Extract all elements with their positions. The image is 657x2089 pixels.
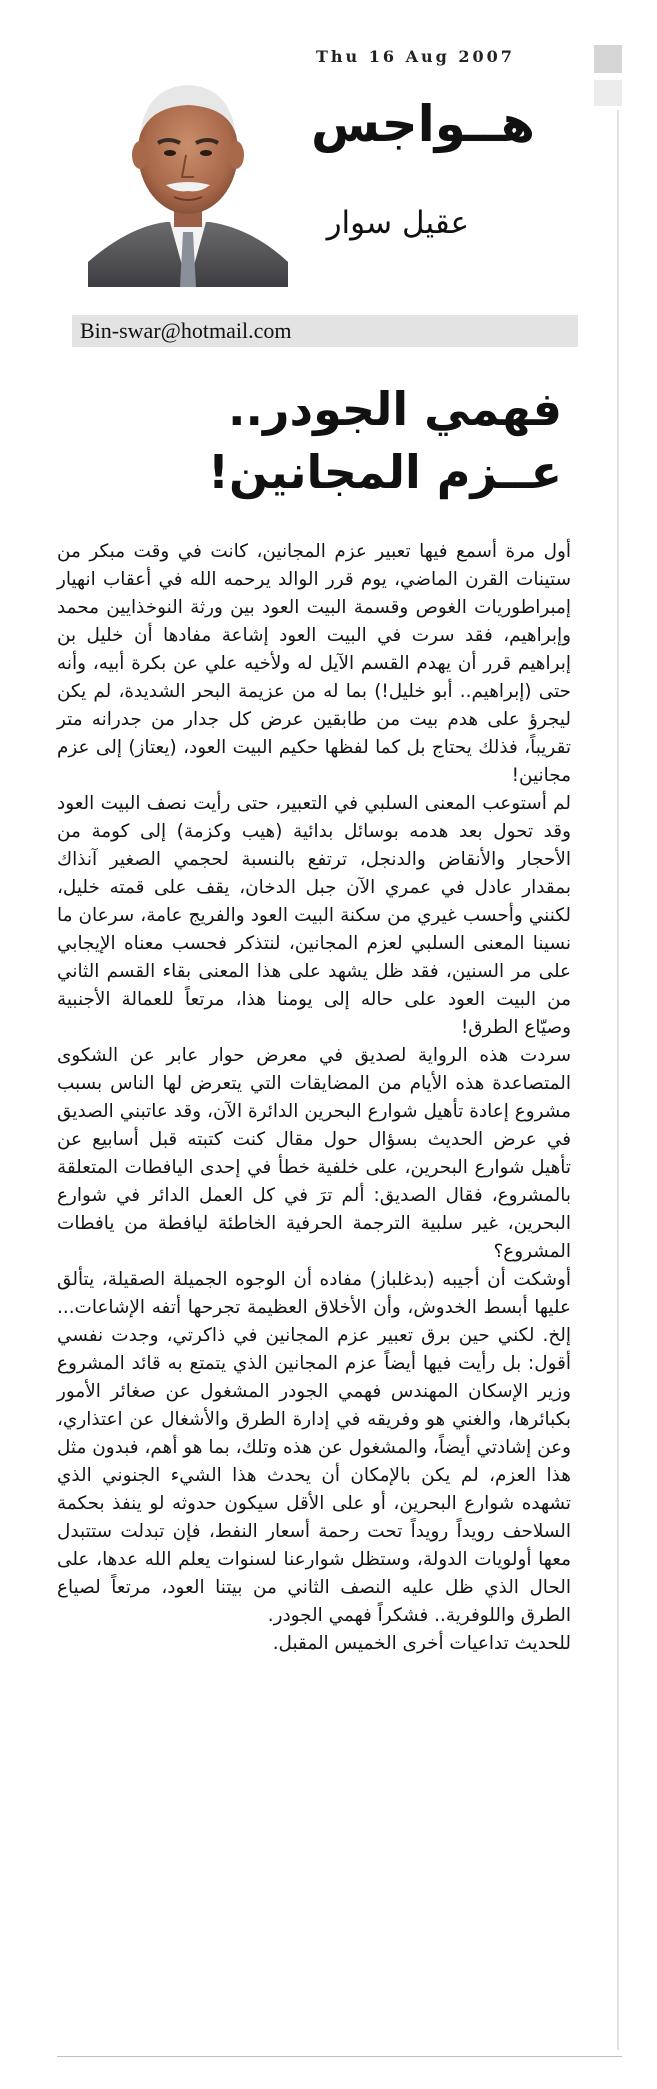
author-email[interactable]: Bin-swar@hotmail.com (80, 318, 292, 343)
author-photo (88, 57, 288, 287)
author-name: عقيل سوار (326, 205, 469, 241)
paragraph: أوشكت أن أجيبه (بدغلباز) مفاده أن الوجوه الجميلة الصقيلة، يتألق عليها أبسط الخدوش، وأن الأخلاق العظيمة تجرحها أتفه الإشاعات... إلخ. لكني حين برق تعبير عزم المجانين في ذاكرتي، وجدت نفسي أقول: بل رأيت فيها أيضاً عزم المجانين الذي يتمتع به قائد المشروع وزير الإسكان المهندس فهمي الجودر المشغول عن صغائر الأمور بكبائرها، والغني هو وفريقه في إدارة الطرق والأشغال عن اعتذاري، وعن إشادتي أيضاً، والمشغول عن هذه وتلك، بما هو أهم، فبدون مثل هذا العزم، لم يكن بالإمكان أن يحدث هذا الشيء الجنوني الذي تشهده شوارع البحرين، أو على الأقل سيكون حدوثه لو ينفذ بحكمة السلاحف رويداً رويداً تحت رحمة أسعار النفط، فإن تبدلت ستتبدل معها أولويات الدولة، وستظل شوارعنا لسنوات يعلم الله عدها، على الحال الذي ظل عليه النصف الثاني من بيتنا العود، مرتعاً لصياع الطرق واللوفرية.. فشكراً فهمي الجودر. (57, 1269, 571, 1626)
paragraph: لم أستوعب المعنى السلبي في التعبير، حتى رأيت نصف البيت العود وقد تحول بعد هدمه بوسائل بدائية (هيب وكزمة) إلى كومة من الأحجار والأنقاض والدنجل، ترتفع بالنسبة لحجمي الصغير آنذاك بمقدار عادل في عمري الآن جبل الدخان، يقف على قمته خليل، لكنني وأحسب غيري من سكنة البيت العود والفريج عامة، سرعان ما نسينا المعنى السلبي لعزم المجانين، لنتذكر فحسب معناه الإيجابي على مر السنين، فقد ظل يشهد على هذا المعنى بقاء القسم الثاني من البيت العود على حاله إلى يومنا هذا، مرتعاً للعمالة الأجنبية وصيّاع الطرق! (57, 793, 571, 1038)
publication-date: Thu 16 Aug 2007 (316, 47, 515, 66)
paragraph: أول مرة أسمع فيها تعبير عزم المجانين، كانت في وقت مبكر من ستينات القرن الماضي، يوم قرر الوالد يرحمه الله في أعقاب انهيار إمبراطوريات الغوص وقسمة البيت العود بين ورثة النوخذايين محمد وإبراهيم، فقد سرت في البيت العود إشاعة مفادها أن خليل بن إبراهيم قرر أن يهدم القسم الآيل له ولأخيه علي عن بكرة أبيه، وأنه حتى (إبراهيم.. أبو خليل!) بما له من عزيمة البحر الشديدة، لم يكن ليجرؤ على هدم بيت من طابقين عرض كل جدار من جدرانه متر تقريباً، فذلك يحتاج بل كما لفظها حكيم البيت العود، (يعتاز) إلى عزم مجانين! (57, 541, 571, 786)
headline-line-1: فهمي الجودر.. (228, 382, 562, 436)
paragraph: سردت هذه الرواية لصديق في معرض حوار عابر عن الشكوى المتصاعدة هذه الأيام من المضايقات التي يتعرض لها الناس بسبب مشروع إعادة تأهيل شوارع البحرين الدائرة الآن، وقد عاتبني الصديق في عرض الحديث بسؤال حول مقال كنت كتبته قبل أسابيع عن تأهيل شوارع البحرين، على خلفية خطأ في إحدى اليافطات المتعلقة بالمشروع، فقال الصديق: ألم ترَ في كل العمل الدائر في شوارع البحرين، غير سلبية الترجمة الحرفية الخاطئة ليافطة من يافطات المشروع؟ (57, 1045, 571, 1262)
column-divider-line (617, 110, 619, 2050)
headline-line-2: عــزم المجانين! (208, 445, 562, 499)
column-title: هــواجس (310, 95, 535, 153)
side-marker-box-light (594, 80, 622, 106)
paragraph-closing: للحديث تداعيات أخرى الخميس المقبل. (272, 1633, 571, 1654)
article-body (57, 538, 571, 1658)
side-marker-box (594, 45, 622, 73)
bottom-divider (57, 2056, 622, 2057)
